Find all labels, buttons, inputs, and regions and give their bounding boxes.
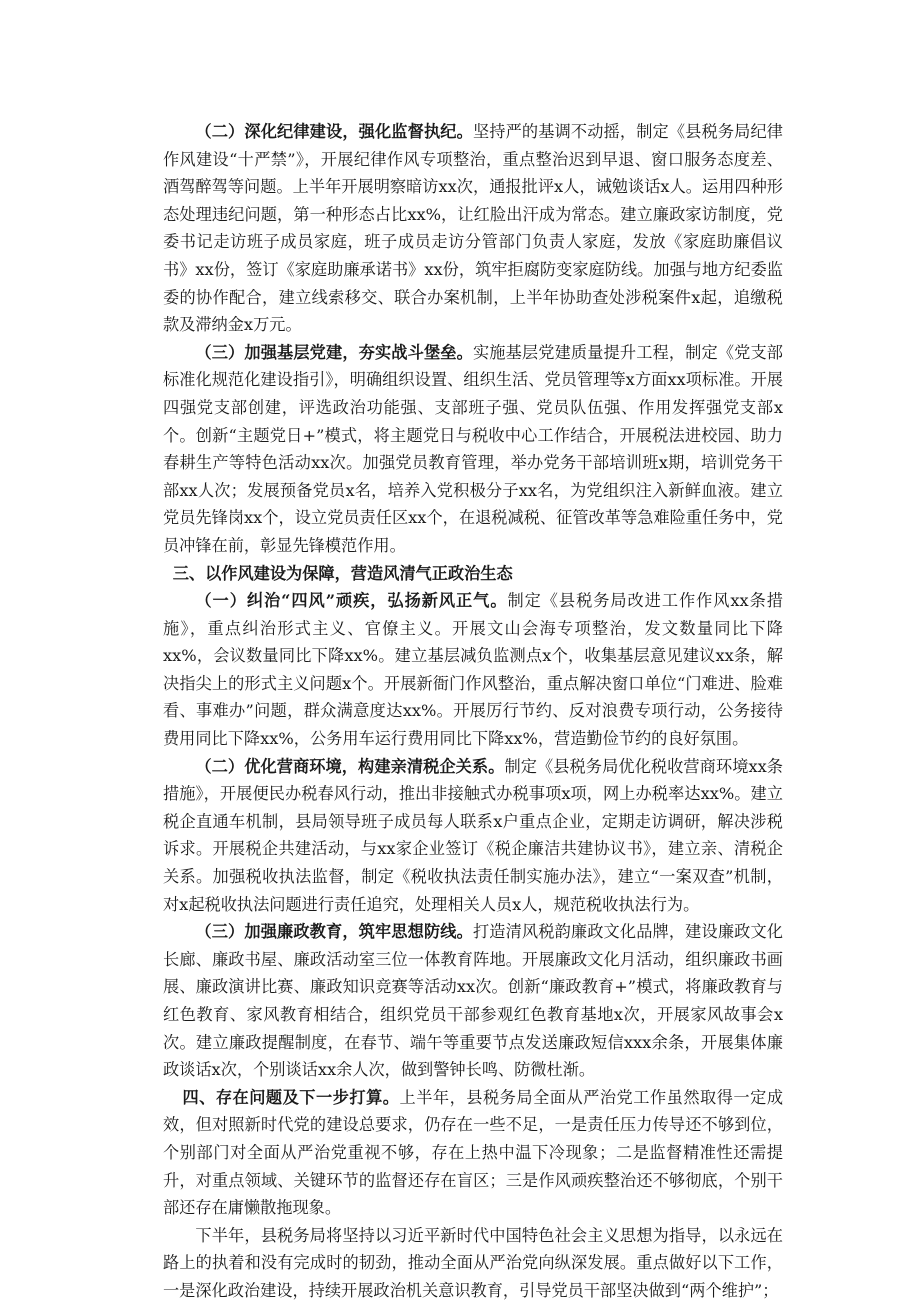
paragraph-heading: （三）加强廉政教育，筑牢思想防线。 <box>195 922 473 942</box>
paragraph-heading: （二）深化纪律建设，强化监督执纪。 <box>195 122 473 141</box>
paragraph-heading: （一）纠治“四风”顽疾，弘扬新风正气。 <box>195 591 508 611</box>
paragraph-body: 打造清风税韵廉政文化品牌，建设廉政文化长廊、廉政书屋、廉政活动室三位一体教育阵地。开展廉政文化月活动，组织廉政书画展、廉政演讲比赛、廉政知识竞赛等活动xx次。创新“廉政教育+”模式，将廉政教育与红色教育、家风教育相结合，组织党员干部参观红色教育基地x次，开展家风故事会x次。建立廉政提醒制度，在春节、端午等重要节点发送廉政短信xxx余条，开展集体廉政谈话x次，个别谈话xx余人次，做到警钟长鸣、防微杜渐。 <box>163 922 783 1080</box>
document-page <box>163 118 783 1305</box>
section-title: 三、以作风建设为保障，营造风清气正政治生态 <box>172 563 513 583</box>
paragraph-four-styles <box>163 587 783 753</box>
paragraph-heading: （三）加强基层党建，夯实战斗堡垒。 <box>195 342 473 362</box>
paragraph-discipline <box>163 118 783 339</box>
paragraph-heading: （二）优化营商环境，构建亲清税企关系。 <box>195 756 505 776</box>
paragraph-body: 实施基层党建质量提升工程，制定《党支部标准化规范化建设指引》，明确组织设置、组织生活、党员管理等x方面xx项标准。开展四强党支部创建，评选政治功能强、支部班子强、党员队伍强、作用发挥强党支部x个。创新“主题党日+”模式，将主题党日与税收中心工作结合，开展税法进校园、助力春耕生产等特色活动xx次。加强党员教育管理，举办党务干部培训班x期，培训党务干部xx人次；发展预备党员x名，培养入党积极分子xx名，为党组织注入新鲜血液。建立党员先锋岗xx个，设立党员责任区xx个，在退税减税、征管改革等急难险重任务中，党员冲锋在前，彰显先锋模范作用。 <box>163 342 783 555</box>
paragraph-heading: 四、存在问题及下一步打算。 <box>182 1087 400 1107</box>
paragraph-party-building <box>163 339 783 560</box>
paragraph-body: 上半年，县税务局全面从严治党工作虽然取得一定成效，但对照新时代党的建设总要求，仍存在一些不足，一是责任压力传导还不够到位，个别部门对全面从严治党重视不够，存在上热中温下冷现象；二是监督精准性还需提升，对重点领域、关键环节的监督还存在盲区；三是作风顽疾整治还不够彻底，个别干部还存在庸懒散拖现象。 <box>163 1087 784 1218</box>
paragraph-body: 制定《县税务局改进工作作风xx条措施》，重点纠治形式主义、官僚主义。开展文山会海专项整治，发文数量同比下降xx%，会议数量同比下降xx%。建立基层减负监测点x个，收集基层意见建议xx条，解决指尖上的形式主义问题x个。开展新衙门作风整治，重点解决窗口单位“门难进、脸难看、事难办”问题，群众满意度达xx%。开展厉行节约、反对浪费专项行动，公务接待费用同比下降xx%，公务用车运行费用同比下降xx%，营造勤俭节约的良好氛围。 <box>163 591 783 749</box>
paragraph-problems <box>163 1084 783 1222</box>
paragraph-body: 制定《县税务局优化税收营商环境xx条措施》，开展便民办税春风行动，推出非接触式办税事项x项，网上办税率达xx%。建立税企直通车机制，县局领导班子成员每人联系x户重点企业，定期走访调研，解决涉税诉求。开展税企共建活动，与xx家企业签订《税企廉洁共建协议书》，建立亲、清税企关系。加强税收执法监督，制定《税收执法责任制实施办法》，建立“一案双查”机制，对x起税收执法问题进行责任追究，处理相关人员x人，规范税收执法行为。 <box>163 756 783 914</box>
paragraph-business-env <box>163 753 783 919</box>
paragraph-body: 下半年，县税务局将坚持以习近平新时代中国特色社会主义思想为指导，以永远在路上的执着和没有完成时的韧劲，推动全面从严治党向纵深发展。重点做好以下工作，一是深化政治建设，持续开展政治机关意识教育，引导党员干部坚决做到“两个维护”； <box>163 1225 783 1300</box>
paragraph-next-steps <box>163 1222 783 1305</box>
paragraph-body: 坚持严的基调不动摇，制定《县税务局纪律作风建设“十严禁”》，开展纪律作风专项整治，重点整治迟到早退、窗口服务态度差、酒驾醉驾等问题。上半年开展明察暗访xx次，通报批评x人，诫勉谈话x人。运用四种形态处理违纪问题，第一种形态占比xx%，让红脸出汗成为常态。建立廉政家访制度，党委书记走访班子成员家庭，班子成员走访分管部门负责人家庭，发放《家庭助廉倡议书》xx份，签订《家庭助廉承诺书》xx份，筑牢拒腐防变家庭防线。加强与地方纪委监委的协作配合，建立线索移交、联合办案机制，上半年协助查处涉税案件x起，追缴税款及滞纳金x万元。 <box>163 122 783 335</box>
paragraph-integrity-edu <box>163 918 783 1084</box>
